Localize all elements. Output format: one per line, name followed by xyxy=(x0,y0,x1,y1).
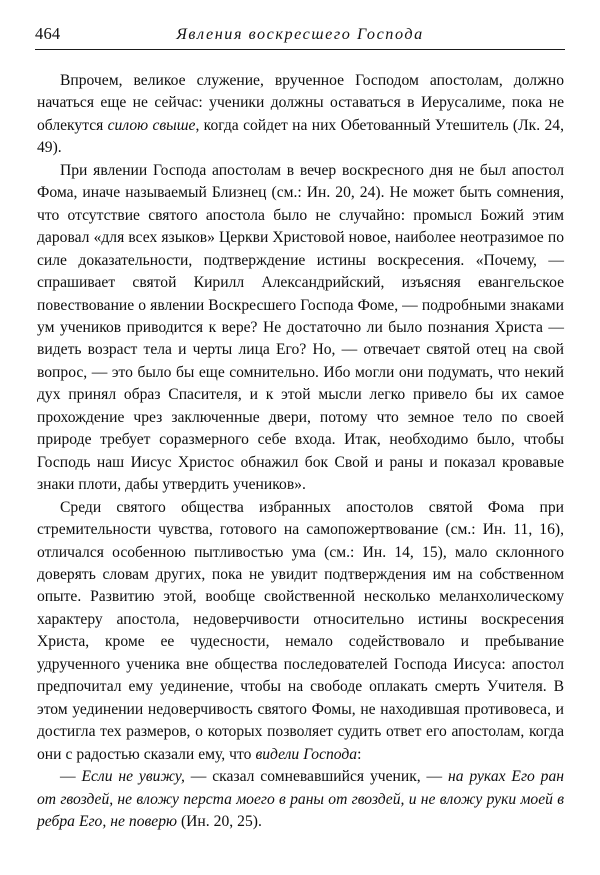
paragraph-4-italic-quote-1: Если не увижу, xyxy=(81,768,185,786)
paragraph-2: При явлении Господа апостолам в вечер воскресного дня не был апостол Фома, иначе называемый Близнец (см.: Ин. 20, 24). Не может быть сомнения, что отсутствие святого апостола было не случайно: промысл Божий этим даровал «для всех языков» Церкви Христовой новое, наиболее неотразимое по силе доказательности, подтверждение истины воскресения. «Почему, — спрашивает святой Кирилл Александрийский, изъясняя евангельское повествование о явлении Воскресшего Господа Фоме, — подробными знаками ум учеников приводится к вере? Не достаточно ли было познания Христа — видеть возраст тела и черты лица Его? Но, — отвечает святой отец на свой вопрос, — это было бы еще сомнительно. Ибо могли они подумать, что некий дух принял образ Спасителя, и к этой мысли легко привело бы их самое прохождение чрез заключенные двери, потому что земное тело по своей природе требует соразмерного себе входа. Итак, необходимо было, чтобы Господь наш Иисус Христос обнажил бок Свой и раны и показал кровавые знаки плоти, дабы утвердить учеников». xyxy=(37,161,564,494)
header-divider xyxy=(35,49,565,50)
paragraph-4-text-part-2: (Ин. 20, 25). xyxy=(176,812,262,830)
page-number: 464 xyxy=(35,24,61,43)
paragraph-1 xyxy=(37,70,564,160)
paragraph-3 xyxy=(37,497,564,766)
paragraph-3-text-part-2: : xyxy=(357,745,362,763)
running-head xyxy=(35,24,565,50)
paragraph-1-text-part-2: , когда сойдет на них Обетованный Утешитель (Лк. 24, 49). xyxy=(37,116,564,157)
running-title: Явления воскресшего Господа xyxy=(176,25,424,43)
paragraph-1-text-part-1: Впрочем, великое служение, врученное Господом апостолам, должно начаться еще не сейчас: ученики должны оставаться в Иерусалиме, пока не облекутся xyxy=(37,72,564,134)
paragraph-3-text-part-1: Среди святого общества избранных апостолов святой Фома при стремительности чувства, готового на самопожертвование (см.: Ин. 11, 16), отличался особенною пытливостью ума (см.: Ин. 14, 15), мало склонного доверять словам других, пока не увидит подтверждения им на собственном опыте. Развитию этой, вообще свойственной несколько меланхолическому характеру апостола, недоверчивости относительно истины воскресения Христа, кроме ее чудесности, немало содействовало и пребывание удрученного ученика вне общества последователей Господа Иисуса: апостол предпочитал ему уединение, чтобы на свободе оплакать смерть Учителя. В этом уединении недоверчивость святого Фомы, не находившая противовеса, и достигла тех размеров, о которых позволяет судить ответ его апостолам, когда они с радостью сказали ему, что xyxy=(37,498,564,763)
paragraph-1-italic-quote: силою свыше xyxy=(107,116,196,134)
paragraph-3-italic-quote: видели Господа xyxy=(255,745,358,763)
paragraph-4-text-part-1: — сказал сомневавшийся ученик, — xyxy=(184,768,449,786)
paragraph-4-dialogue xyxy=(37,766,564,833)
dialogue-em-dash: — xyxy=(60,768,82,786)
paragraph-4-italic-quote-2: на руках Его ран от гвоздей, не вложу перста моего в раны от гвоздей, и не вложу руки моей в ребра Его, не поверю xyxy=(37,768,565,830)
text-column xyxy=(37,70,564,833)
